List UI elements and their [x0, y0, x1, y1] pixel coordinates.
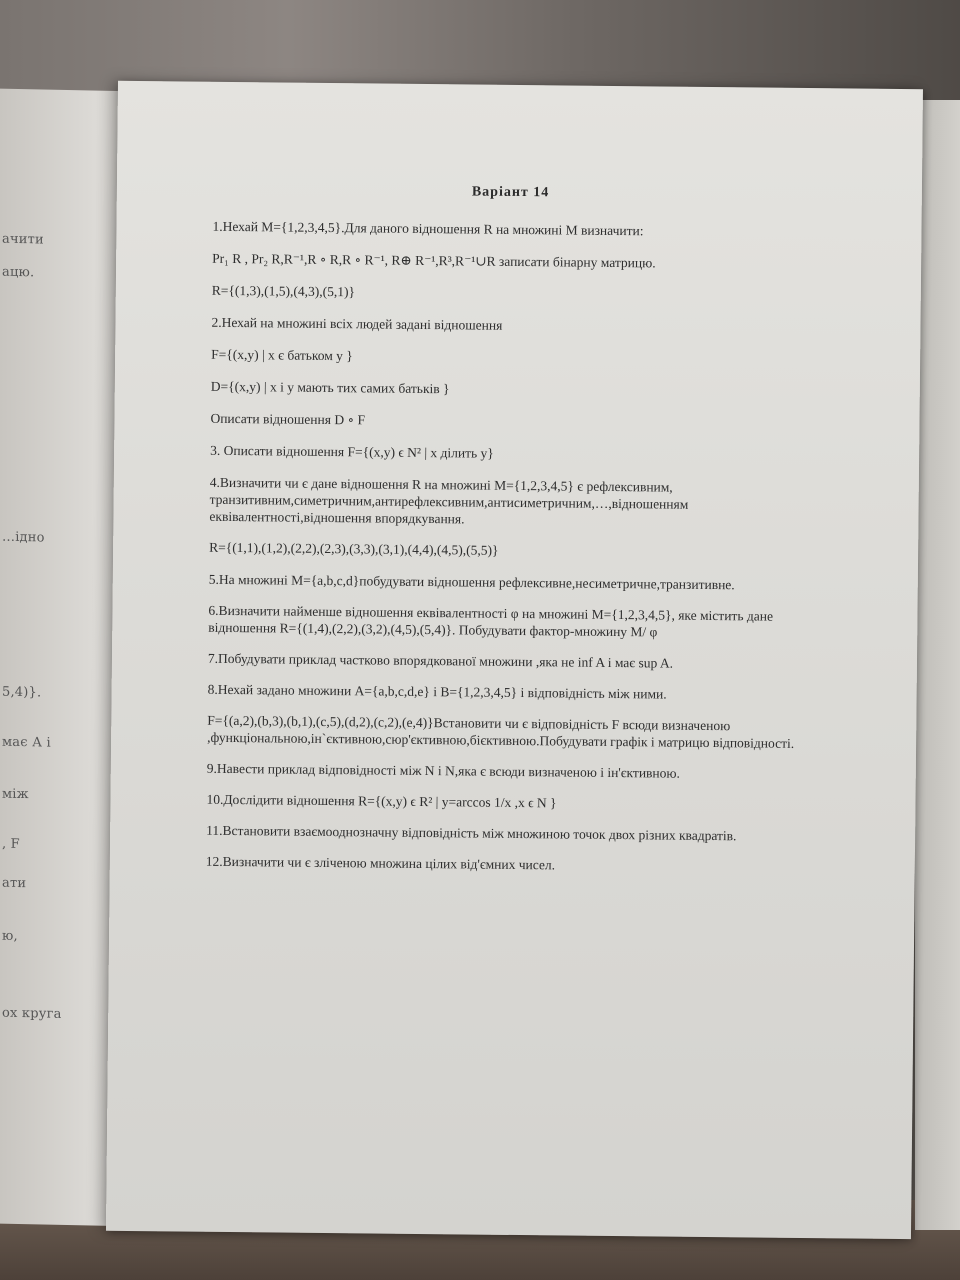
task-2-relation-d: D={(x,y) | x і y мають тих самих батьків } — [210, 378, 450, 397]
task-8-text: 8.Нехай задано множини A={a,b,c,d,e} і B={1,2,3,4,5} і відповідність між ними. — [207, 681, 667, 702]
left-page-fragment: має А і — [2, 734, 51, 751]
left-page-fragment: ю, — [2, 928, 18, 944]
task-3-text: 3. Описати відношення F={(x,y) ϵ N² | x ділить y} — [210, 442, 494, 461]
task-7-text: 7.Побудувати приклад частково впорядкованої множини ,яка не inf A і має sup A. — [207, 650, 674, 671]
task-4-relation: R={(1,1),(1,2),(2,2),(2,3),(3,3),(3,1),(4,4),(4,5),(5,5)} — [209, 539, 499, 558]
task-9-text: 9.Навести приклад відповідності між N і N,яка є всюди визначеною і ін'єктивною. — [206, 760, 680, 781]
task-1-operations: Pr₁ R , Pr₂ R,R⁻¹,R ∘ R,R ∘ R⁻¹, R⊕ R⁻¹,R³,R⁻¹∪R записати бінарну матрицю. — [212, 250, 656, 271]
task-2-relation-f: F={(x,y) | x є батьком y } — [211, 346, 353, 364]
task-2-question: Описати відношення D ∘ F — [210, 410, 366, 428]
left-page-fragment: …ідно — [2, 529, 45, 546]
task-2-text: 2.Нехай на множині всіх людей задані відношення — [211, 314, 503, 333]
task-list — [206, 218, 843, 892]
task-1-relation: R={(1,3),(1,5),(4,3),(5,1)} — [211, 282, 356, 300]
task-1-text: 1.Нехай M={1,2,3,4,5}.Для даного відношення R на множині M визначити: — [212, 218, 644, 239]
left-page-fragment: між — [2, 786, 29, 803]
task-12-text: 12.Визначити чи є зліченою множина цілих від'ємних чисел. — [205, 853, 556, 873]
task-8-relation: F={(a,2),(b,3),(b,1),(c,5),(d,2),(c,2),(e,4)}Встановити чи є відповідність F всюди визначеною ,функціональною,ін`єктивною,сюр'єктивною,бієктивною.Побудувати графік і матрицю відповідності. — [207, 712, 795, 751]
left-page-fragment: , F — [2, 836, 20, 853]
task-4-text: 4.Визначити чи є дане відношення R на множині M={1,2,3,4,5} є рефлексивним, транзитивним,симетричним,антирефлексивним,антисиметричним,…,відношенням еквівалентності,відношення впорядкування. — [209, 474, 689, 527]
left-page-fragment: ати — [2, 875, 27, 892]
left-page-fragment: ачити — [2, 231, 44, 248]
task-11-text: 11.Встановити взаємооднозначну відповідність між множиною точок двох різних квадратів. — [206, 822, 737, 844]
left-page-fragment: ацю. — [2, 264, 35, 281]
left-page-fragment: 5,4)}. — [2, 684, 42, 701]
document-page — [106, 81, 923, 1239]
task-6-text: 6.Визначити найменше відношення еквівалентності φ на множині M={1,2,3,4,5}, яке містить дане відношення R={(1,4),(2,2),(3,2),(4,5),(5,4)}. Побудувати фактор-множину M/ φ — [208, 602, 774, 640]
left-page-fragment: ох круга — [2, 1005, 62, 1022]
page-title: Варіант 14 — [471, 184, 550, 201]
task-10-text: 10.Дослідити відношення R={(x,y) ϵ R² | y=arccos 1/x ,x ϵ N } — [206, 791, 557, 811]
right-page-edge — [915, 100, 960, 1230]
task-5-text: 5.На множині M={a,b,c,d}побудувати відношення рефлексивне,несиметричне,транзитивне. — [208, 571, 735, 593]
